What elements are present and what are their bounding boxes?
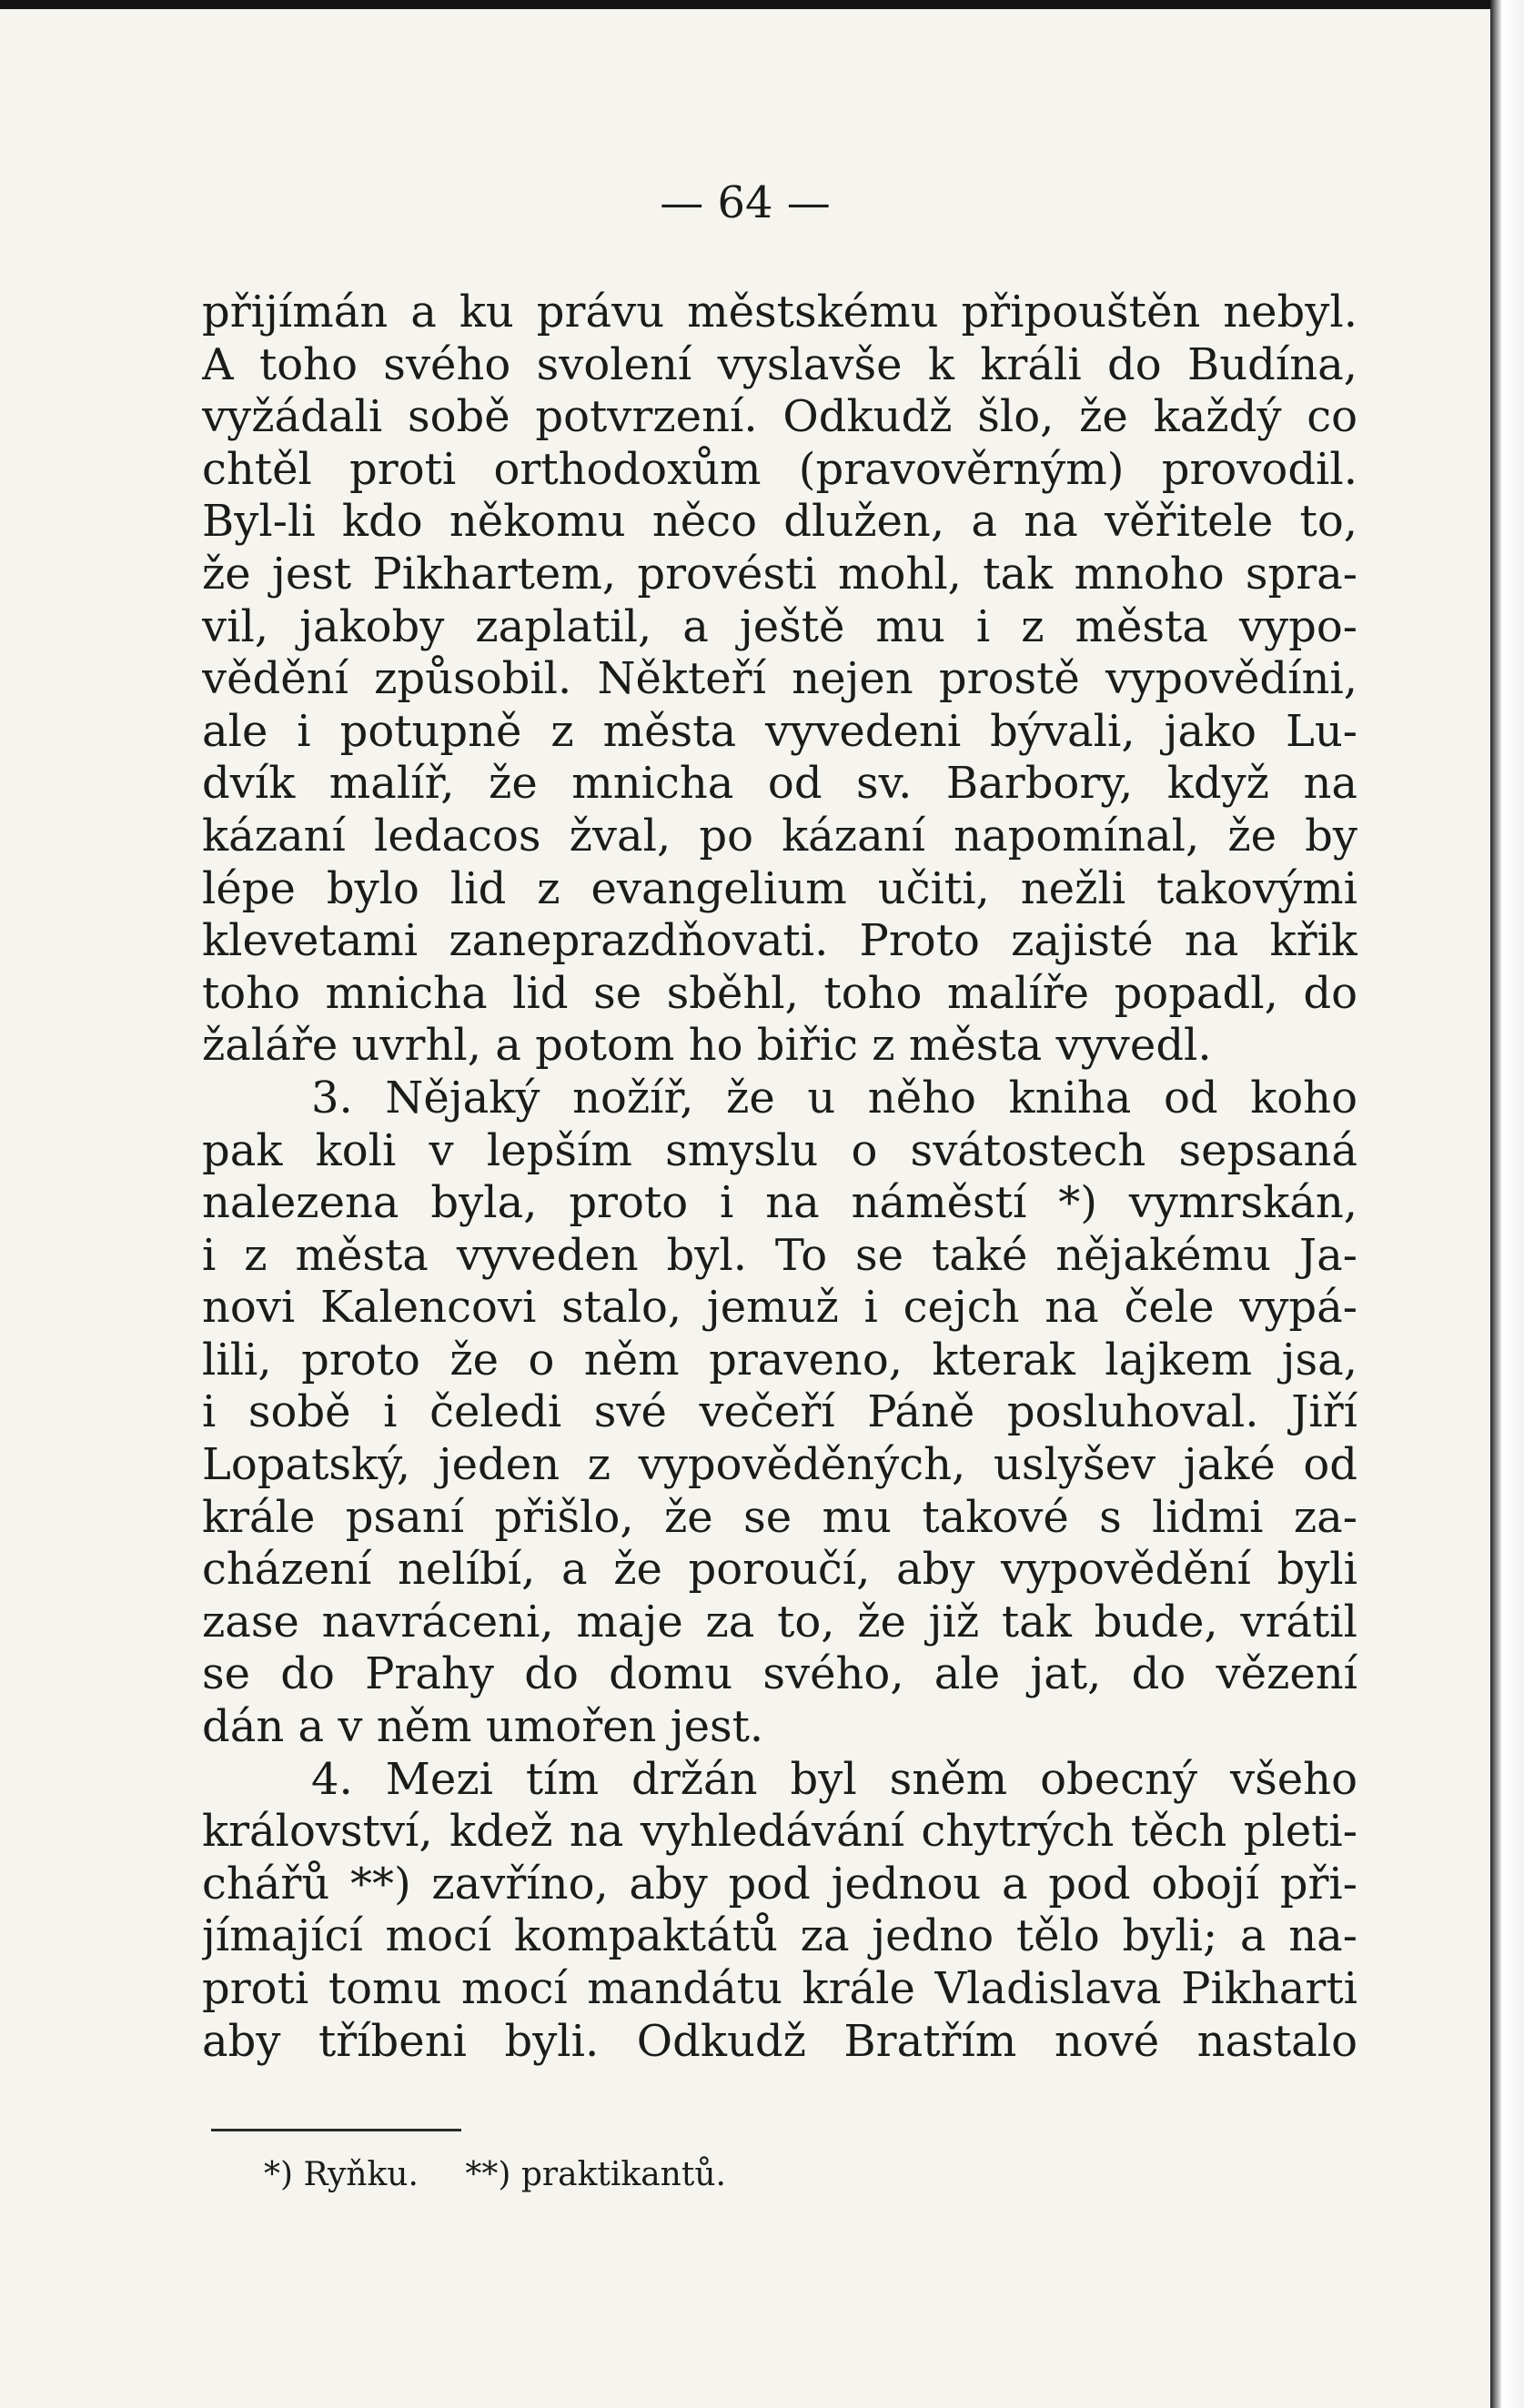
- page-number: — 64 —: [660, 177, 831, 228]
- body-text: [202, 287, 1357, 2068]
- paragraph-start-4: 4. Mezi tím držán byl sněm obecný všeho: [311, 1753, 1357, 1805]
- text-line: chářů **) zavříno, aby pod jednou a pod obojí při-: [202, 1858, 1357, 1909]
- text-line: lili, proto že o něm praveno, kterak lajkem jsa,: [202, 1334, 1357, 1385]
- text-line: cházení nelíbí, a že poroučí, aby vypovědění byli: [202, 1544, 1357, 1596]
- book-page: [0, 9, 1490, 2408]
- text-line: dvík malíř, že mnicha od sv. Barbory, když na: [202, 758, 1357, 810]
- text-line: dán a v něm umořen jest.: [202, 1701, 764, 1753]
- text-line: ale i potupně z města vyvedeni bývali, jako Lu-: [202, 705, 1357, 757]
- text-line: lépe bylo lid z evangelium učiti, nežli takovými: [202, 862, 1357, 914]
- text-line: proti tomu mocí mandátu krále Vladislava Pikharti: [202, 1963, 1357, 2014]
- text-line: chtěl proti orthodoxům (pravověrným) provodil.: [202, 443, 1357, 495]
- footnotes: [264, 2156, 726, 2193]
- text-line: i sobě i čeledi své večeří Páně posluhoval. Jiří: [202, 1386, 1357, 1438]
- text-line: vil, jakoby zaplatil, a ještě mu i z města vypo-: [202, 600, 1357, 652]
- text-line: Byl-li kdo někomu něco dlužen, a na věřitele to,: [202, 496, 1357, 548]
- text-line: A toho svého svolení vyslavše k králi do Budína,: [202, 338, 1357, 390]
- text-line: aby tříbeni byli. Odkudž Bratřím nové nastalo: [202, 2015, 1357, 2067]
- text-line: že jest Pikhartem, provésti mohl, tak mnoho spra-: [202, 548, 1357, 599]
- text-line: klevetami zaneprazdňovati. Proto zajisté na křik: [202, 915, 1357, 967]
- text-line: toho mnicha lid se sběhl, toho malíře popadl, do: [202, 967, 1357, 1019]
- text-line: jímající mocí kompaktátů za jedno tělo byli; a na-: [202, 1910, 1357, 1962]
- paragraph-start-3: 3. Nějaký nožíř, že u něho kniha od koho: [311, 1072, 1357, 1123]
- footnote-2: **) praktikantů.: [465, 2156, 726, 2193]
- text-line: Lopatský, jeden z vypověděných, uslyšev jaké od: [202, 1439, 1357, 1491]
- text-line: království, kdež na vyhledávání chytrých těch pleti-: [202, 1806, 1357, 1858]
- text-line: krále psaní přišlo, že se mu takové s lidmi za-: [202, 1491, 1357, 1543]
- text-line: se do Prahy do domu svého, ale jat, do vězení: [202, 1648, 1357, 1700]
- text-line: vyžádali sobě potvrzení. Odkudž šlo, že každý co: [202, 391, 1357, 443]
- text-line: přijímán a ku právu městskému připouštěn nebyl.: [202, 287, 1357, 338]
- text-line: i z města vyveden byl. To se také nějakému Ja-: [202, 1229, 1357, 1281]
- text-line: pak koli v lepším smyslu o svátostech sepsaná: [202, 1124, 1357, 1176]
- text-line: zase navráceni, maje za to, že již tak bude, vrátil: [202, 1596, 1357, 1647]
- text-line: novi Kalencovi stalo, jemuž i cejch na čele vypá-: [202, 1282, 1357, 1334]
- text-line: žaláře uvrhl, a potom ho biřic z města vyvedl.: [202, 1020, 1212, 1072]
- text-line: nalezena byla, proto i na náměstí *) vymrskán,: [202, 1177, 1357, 1229]
- page-edge: [1490, 0, 1524, 2408]
- text-line: kázaní ledacos žval, po kázaní napomínal, že by: [202, 810, 1357, 861]
- text-line: vědění způsobil. Někteří nejen prostě vypovědíni,: [202, 653, 1357, 705]
- footnote-1: *) Ryňku.: [264, 2156, 419, 2193]
- footnote-divider: [211, 2129, 461, 2131]
